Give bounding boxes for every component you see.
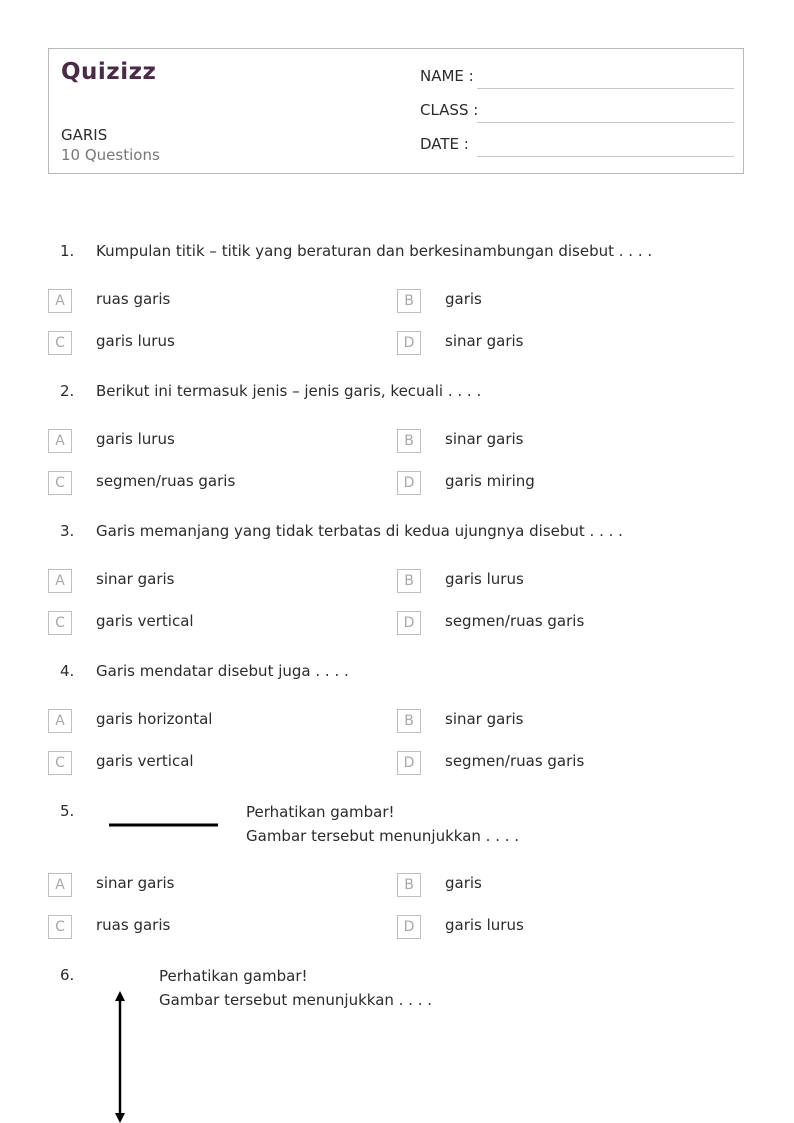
option-letter-box: D (397, 915, 421, 939)
option-text: sinar garis (96, 570, 175, 588)
option-letter-box: D (397, 751, 421, 775)
option-text: garis lurus (96, 332, 175, 350)
option-letter-box: D (397, 611, 421, 635)
option-letter-box: C (48, 751, 72, 775)
name-line[interactable] (477, 88, 734, 89)
option-letter-box: A (48, 873, 72, 897)
option-text: garis lurus (96, 430, 175, 448)
option-letter-box: C (48, 331, 72, 355)
option-letter-box: B (397, 709, 421, 733)
caption-line-2: Gambar tersebut menunjukkan . . . . (159, 991, 433, 1009)
option-letter-box: C (48, 471, 72, 495)
option-letter-box: A (48, 289, 72, 313)
option-letter-box: A (48, 429, 72, 453)
class-field[interactable] (420, 101, 734, 123)
question-number: 5. (60, 802, 75, 820)
class-label: CLASS : (420, 101, 479, 119)
option-text: ruas garis (96, 290, 171, 308)
name-label: NAME : (420, 67, 474, 85)
option-text: segmen/ruas garis (96, 472, 236, 490)
option-text: garis vertical (96, 752, 194, 770)
option-letter-box: B (397, 873, 421, 897)
option-text: ruas garis (96, 916, 171, 934)
option-letter-box: B (397, 569, 421, 593)
name-field[interactable] (420, 67, 734, 89)
caption-line-1: Perhatikan gambar! (159, 967, 308, 985)
question-text: Berikut ini termasuk jenis – jenis garis, kecuali . . . . (96, 382, 482, 400)
date-field[interactable] (420, 135, 734, 157)
option-text: garis lurus (445, 570, 524, 588)
option-text: sinar garis (445, 430, 524, 448)
question-count: 10 Questions (61, 146, 160, 164)
question-number: 2. (60, 382, 75, 400)
option-text: segmen/ruas garis (445, 612, 585, 630)
caption-line-1: Perhatikan gambar! (246, 803, 395, 821)
option-letter-box: A (48, 569, 72, 593)
question-number: 3. (60, 522, 75, 540)
option-text: segmen/ruas garis (445, 752, 585, 770)
option-text: garis miring (445, 472, 535, 490)
question-text: Garis mendatar disebut juga . . . . (96, 662, 349, 680)
question-number: 4. (60, 662, 75, 680)
option-letter-box: A (48, 709, 72, 733)
option-letter-box: D (397, 331, 421, 355)
date-line[interactable] (477, 156, 734, 157)
caption-line-2: Gambar tersebut menunjukkan . . . . (246, 827, 520, 845)
figure-caption (246, 800, 519, 848)
option-text: sinar garis (96, 874, 175, 892)
question-number: 6. (60, 966, 75, 984)
question-text: Garis memanjang yang tidak terbatas di kedua ujungnya disebut . . . . (96, 522, 623, 540)
date-label: DATE : (420, 135, 469, 153)
horizontal-line-figure (108, 820, 220, 830)
worksheet-title: GARIS (61, 126, 108, 144)
question-text: Kumpulan titik – titik yang beraturan dan berkesinambungan disebut . . . . (96, 242, 653, 260)
option-text: sinar garis (445, 332, 524, 350)
figure-caption (159, 964, 432, 1012)
question-number: 1. (60, 242, 75, 260)
option-text: garis vertical (96, 612, 194, 630)
option-letter-box: D (397, 471, 421, 495)
option-letter-box: C (48, 915, 72, 939)
quizizz-logo: Quizizz (61, 59, 157, 85)
option-letter-box: B (397, 429, 421, 453)
option-text: sinar garis (445, 710, 524, 728)
option-letter-box: B (397, 289, 421, 313)
option-text: garis (445, 290, 482, 308)
class-line[interactable] (477, 122, 734, 123)
option-letter-box: C (48, 611, 72, 635)
option-text: garis lurus (445, 916, 524, 934)
option-text: garis (445, 874, 482, 892)
vertical-line-arrow-figure (110, 990, 130, 1123)
worksheet-header (48, 48, 744, 174)
option-text: garis horizontal (96, 710, 213, 728)
